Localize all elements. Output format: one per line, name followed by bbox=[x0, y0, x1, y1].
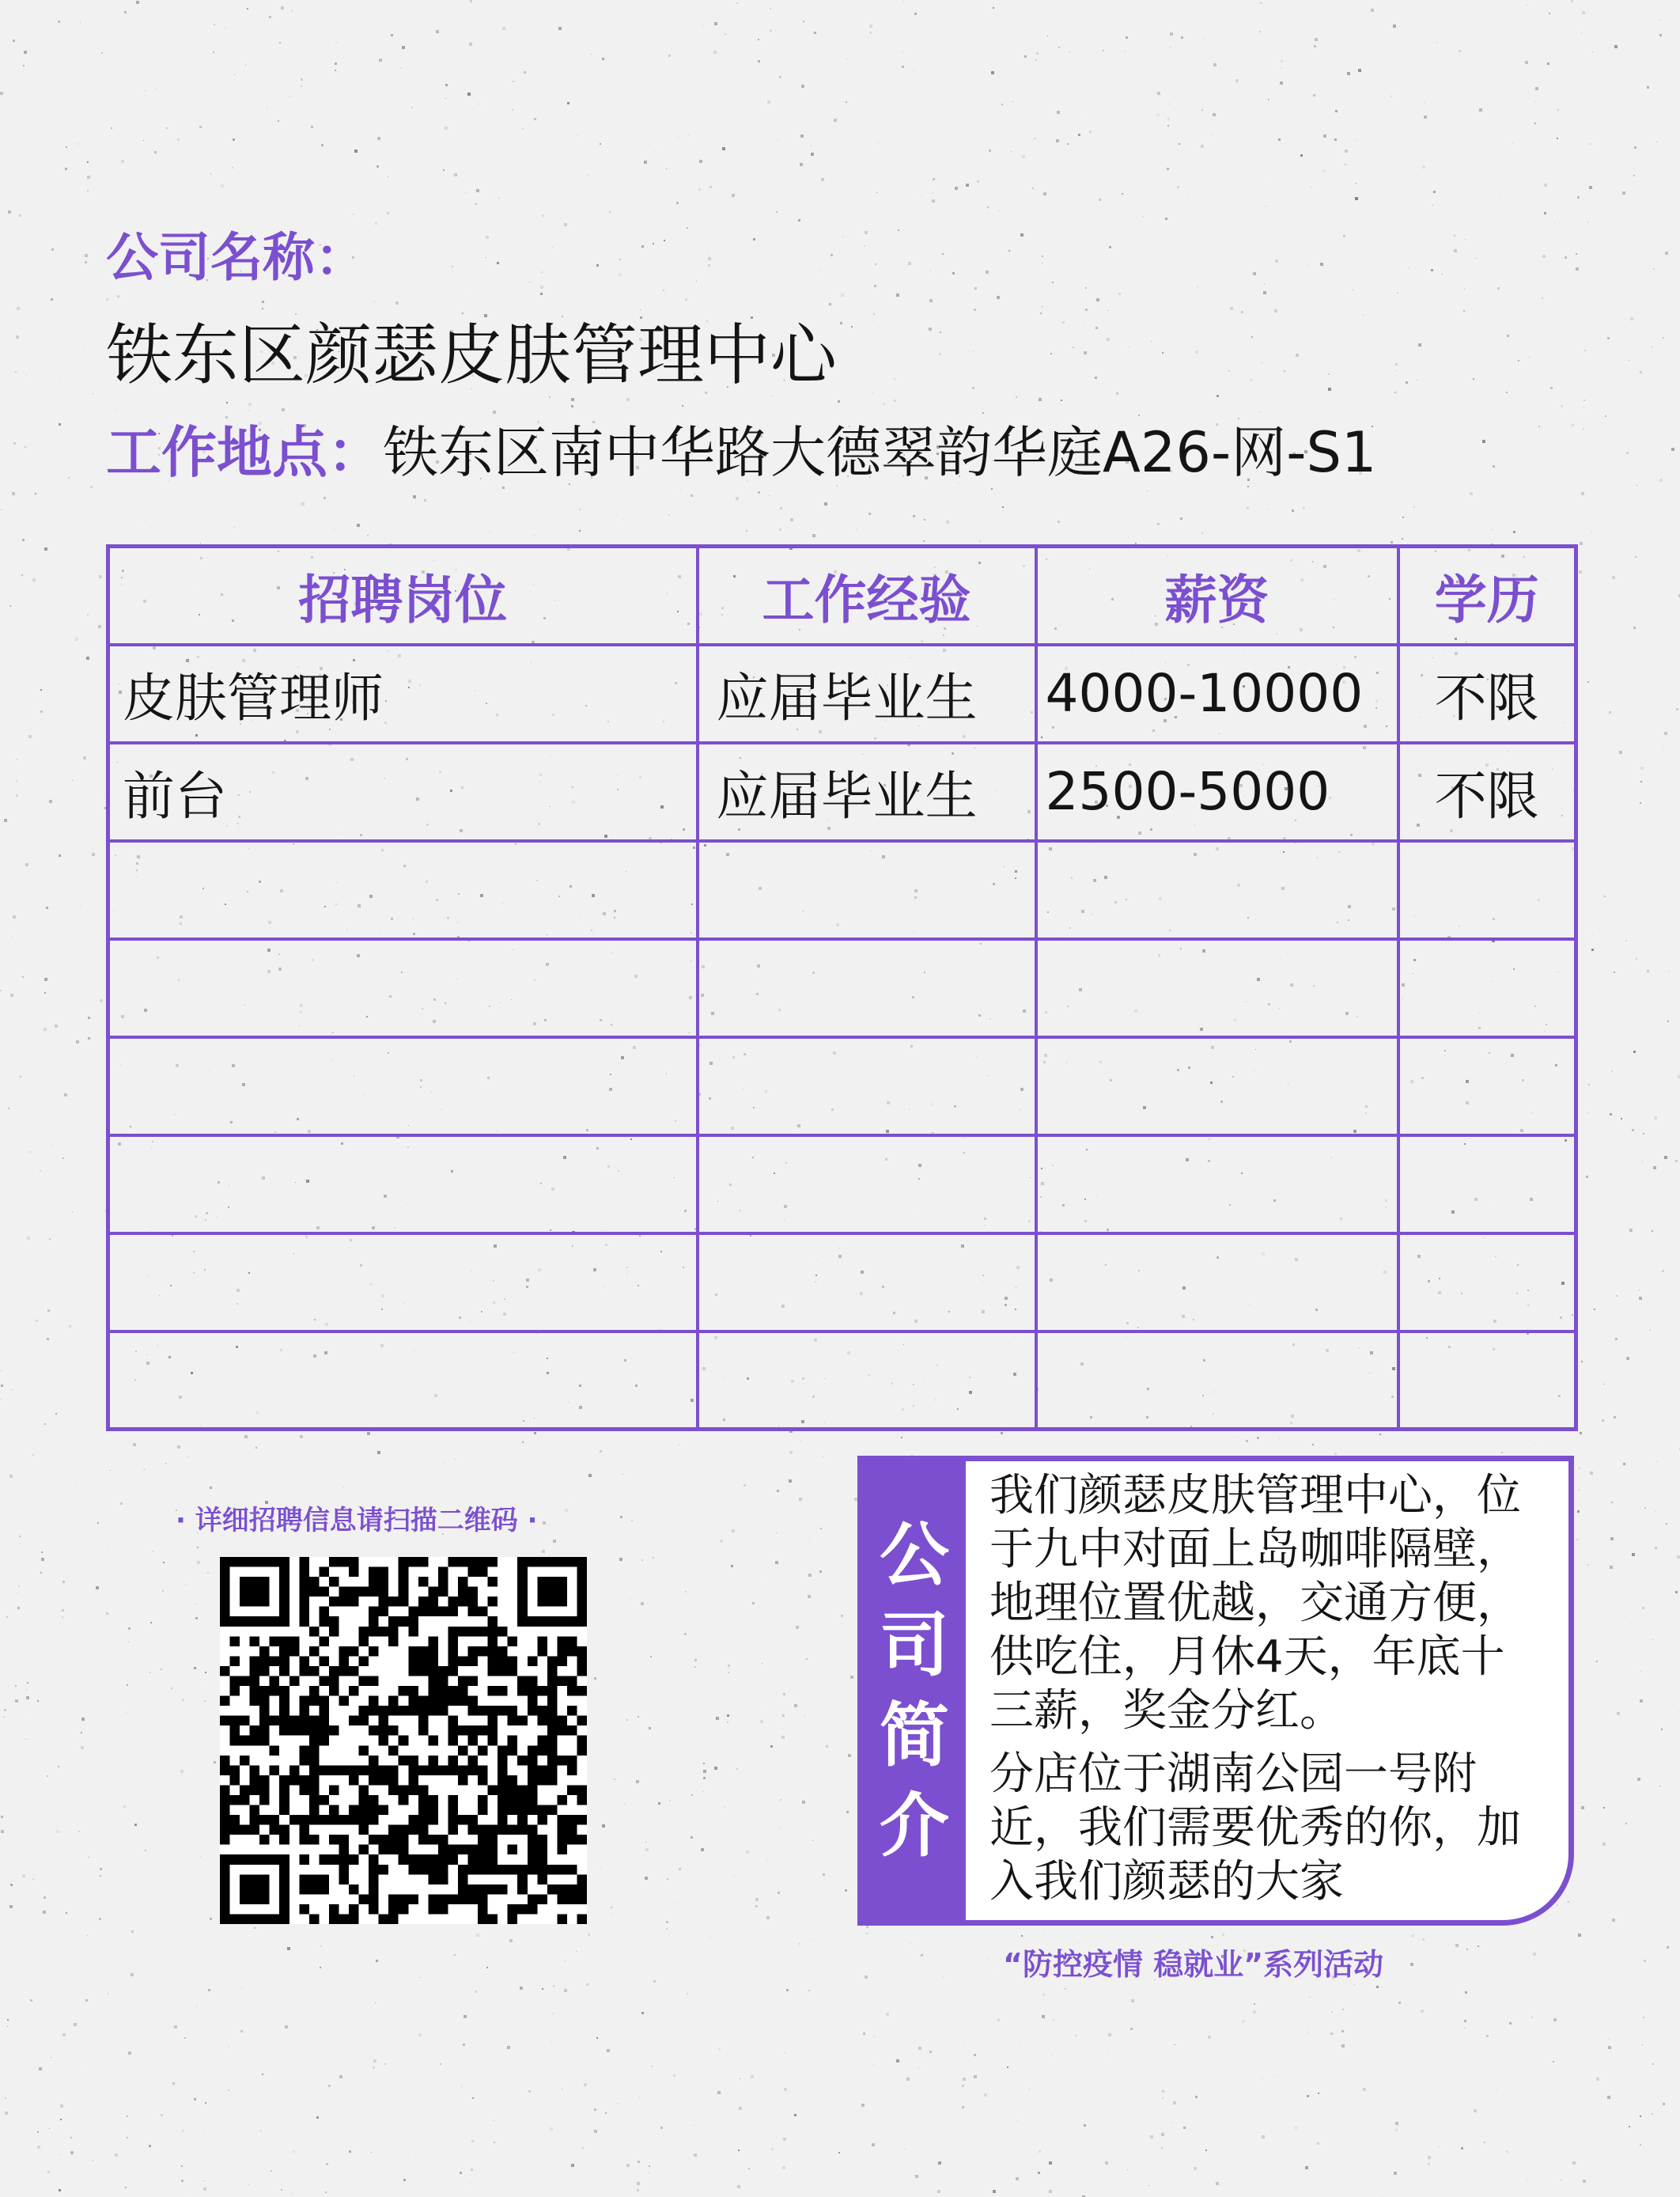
header-experience: 工作经验 bbox=[698, 547, 1036, 645]
intro-tab-char: 简 bbox=[879, 1695, 949, 1776]
cell-experience bbox=[698, 841, 1036, 939]
cell-experience bbox=[698, 939, 1036, 1037]
header-salary: 薪资 bbox=[1036, 547, 1398, 645]
cell-experience bbox=[698, 1331, 1036, 1430]
cell-experience bbox=[698, 1233, 1036, 1331]
cell-education bbox=[1398, 1135, 1576, 1233]
table-row bbox=[108, 939, 1576, 1037]
intro-paragraph: 我们颜瑟皮肤管理中心，位于九中对面上岛咖啡隔壁，地理位置优越，交通方便，供吃住，月休4天，年底十三薪，奖金分红。 bbox=[989, 1470, 1521, 1737]
cell-education: 不限 bbox=[1398, 645, 1576, 743]
cell-education bbox=[1398, 1233, 1576, 1331]
cell-salary bbox=[1036, 1037, 1398, 1135]
cell-position: 前台 bbox=[108, 743, 698, 841]
intro-paragraph: 分店位于湖南公园一号附近，我们需要优秀的你，加入我们颜瑟的大家 bbox=[989, 1748, 1521, 1907]
cell-salary: 4000-10000 bbox=[1036, 645, 1398, 743]
cell-education: 不限 bbox=[1398, 743, 1576, 841]
cell-position bbox=[108, 1233, 698, 1331]
job-listing-table bbox=[106, 544, 1578, 1431]
company-name-label: 公司名称： bbox=[106, 227, 367, 288]
work-location-label: 工作地点： bbox=[106, 420, 383, 485]
cell-salary bbox=[1036, 1233, 1398, 1331]
cell-position bbox=[108, 939, 698, 1037]
table-header-row bbox=[108, 547, 1576, 645]
cell-experience: 应届毕业生 bbox=[698, 743, 1036, 841]
cell-position bbox=[108, 841, 698, 939]
company-intro-box bbox=[857, 1456, 1574, 1926]
work-location-row bbox=[106, 408, 1376, 488]
header-education: 学历 bbox=[1398, 547, 1576, 645]
cell-position: 皮肤管理师 bbox=[108, 645, 698, 743]
work-location-value: 铁东区南中华路大德翠韵华庭A26-网-S1 bbox=[383, 420, 1377, 485]
cell-position bbox=[108, 1331, 698, 1430]
table-row bbox=[108, 1331, 1576, 1430]
company-name: 铁东区颜瑟皮肤管理中心 bbox=[106, 316, 838, 394]
qr-code[interactable] bbox=[220, 1557, 587, 1924]
table-row bbox=[108, 645, 1576, 743]
cell-education bbox=[1398, 1331, 1576, 1430]
intro-tab-char: 介 bbox=[879, 1785, 949, 1866]
cell-salary bbox=[1036, 1135, 1398, 1233]
cell-salary bbox=[1036, 841, 1398, 939]
cell-experience bbox=[698, 1135, 1036, 1233]
cell-salary bbox=[1036, 939, 1398, 1037]
table-row bbox=[108, 743, 1576, 841]
intro-tab-char: 司 bbox=[879, 1604, 949, 1686]
table-row bbox=[108, 1037, 1576, 1135]
cell-salary bbox=[1036, 1331, 1398, 1430]
campaign-slogan: “防控疫情 稳就业”系列活动 bbox=[1003, 1947, 1384, 1982]
cell-experience: 应届毕业生 bbox=[698, 645, 1036, 743]
cell-experience bbox=[698, 1037, 1036, 1135]
cell-salary: 2500-5000 bbox=[1036, 743, 1398, 841]
table-row bbox=[108, 841, 1576, 939]
intro-tab-char: 公 bbox=[879, 1514, 949, 1596]
table-row bbox=[108, 1135, 1576, 1233]
qr-caption: · 详细招聘信息请扫描二维码 · bbox=[176, 1505, 538, 1536]
header-position: 招聘岗位 bbox=[108, 547, 698, 645]
cell-education bbox=[1398, 1037, 1576, 1135]
cell-position bbox=[108, 1037, 698, 1135]
table-row bbox=[108, 1233, 1576, 1331]
cell-education bbox=[1398, 939, 1576, 1037]
company-intro-text bbox=[989, 1469, 1543, 1909]
cell-education bbox=[1398, 841, 1576, 939]
cell-position bbox=[108, 1135, 698, 1233]
company-intro-tab bbox=[863, 1461, 966, 1920]
